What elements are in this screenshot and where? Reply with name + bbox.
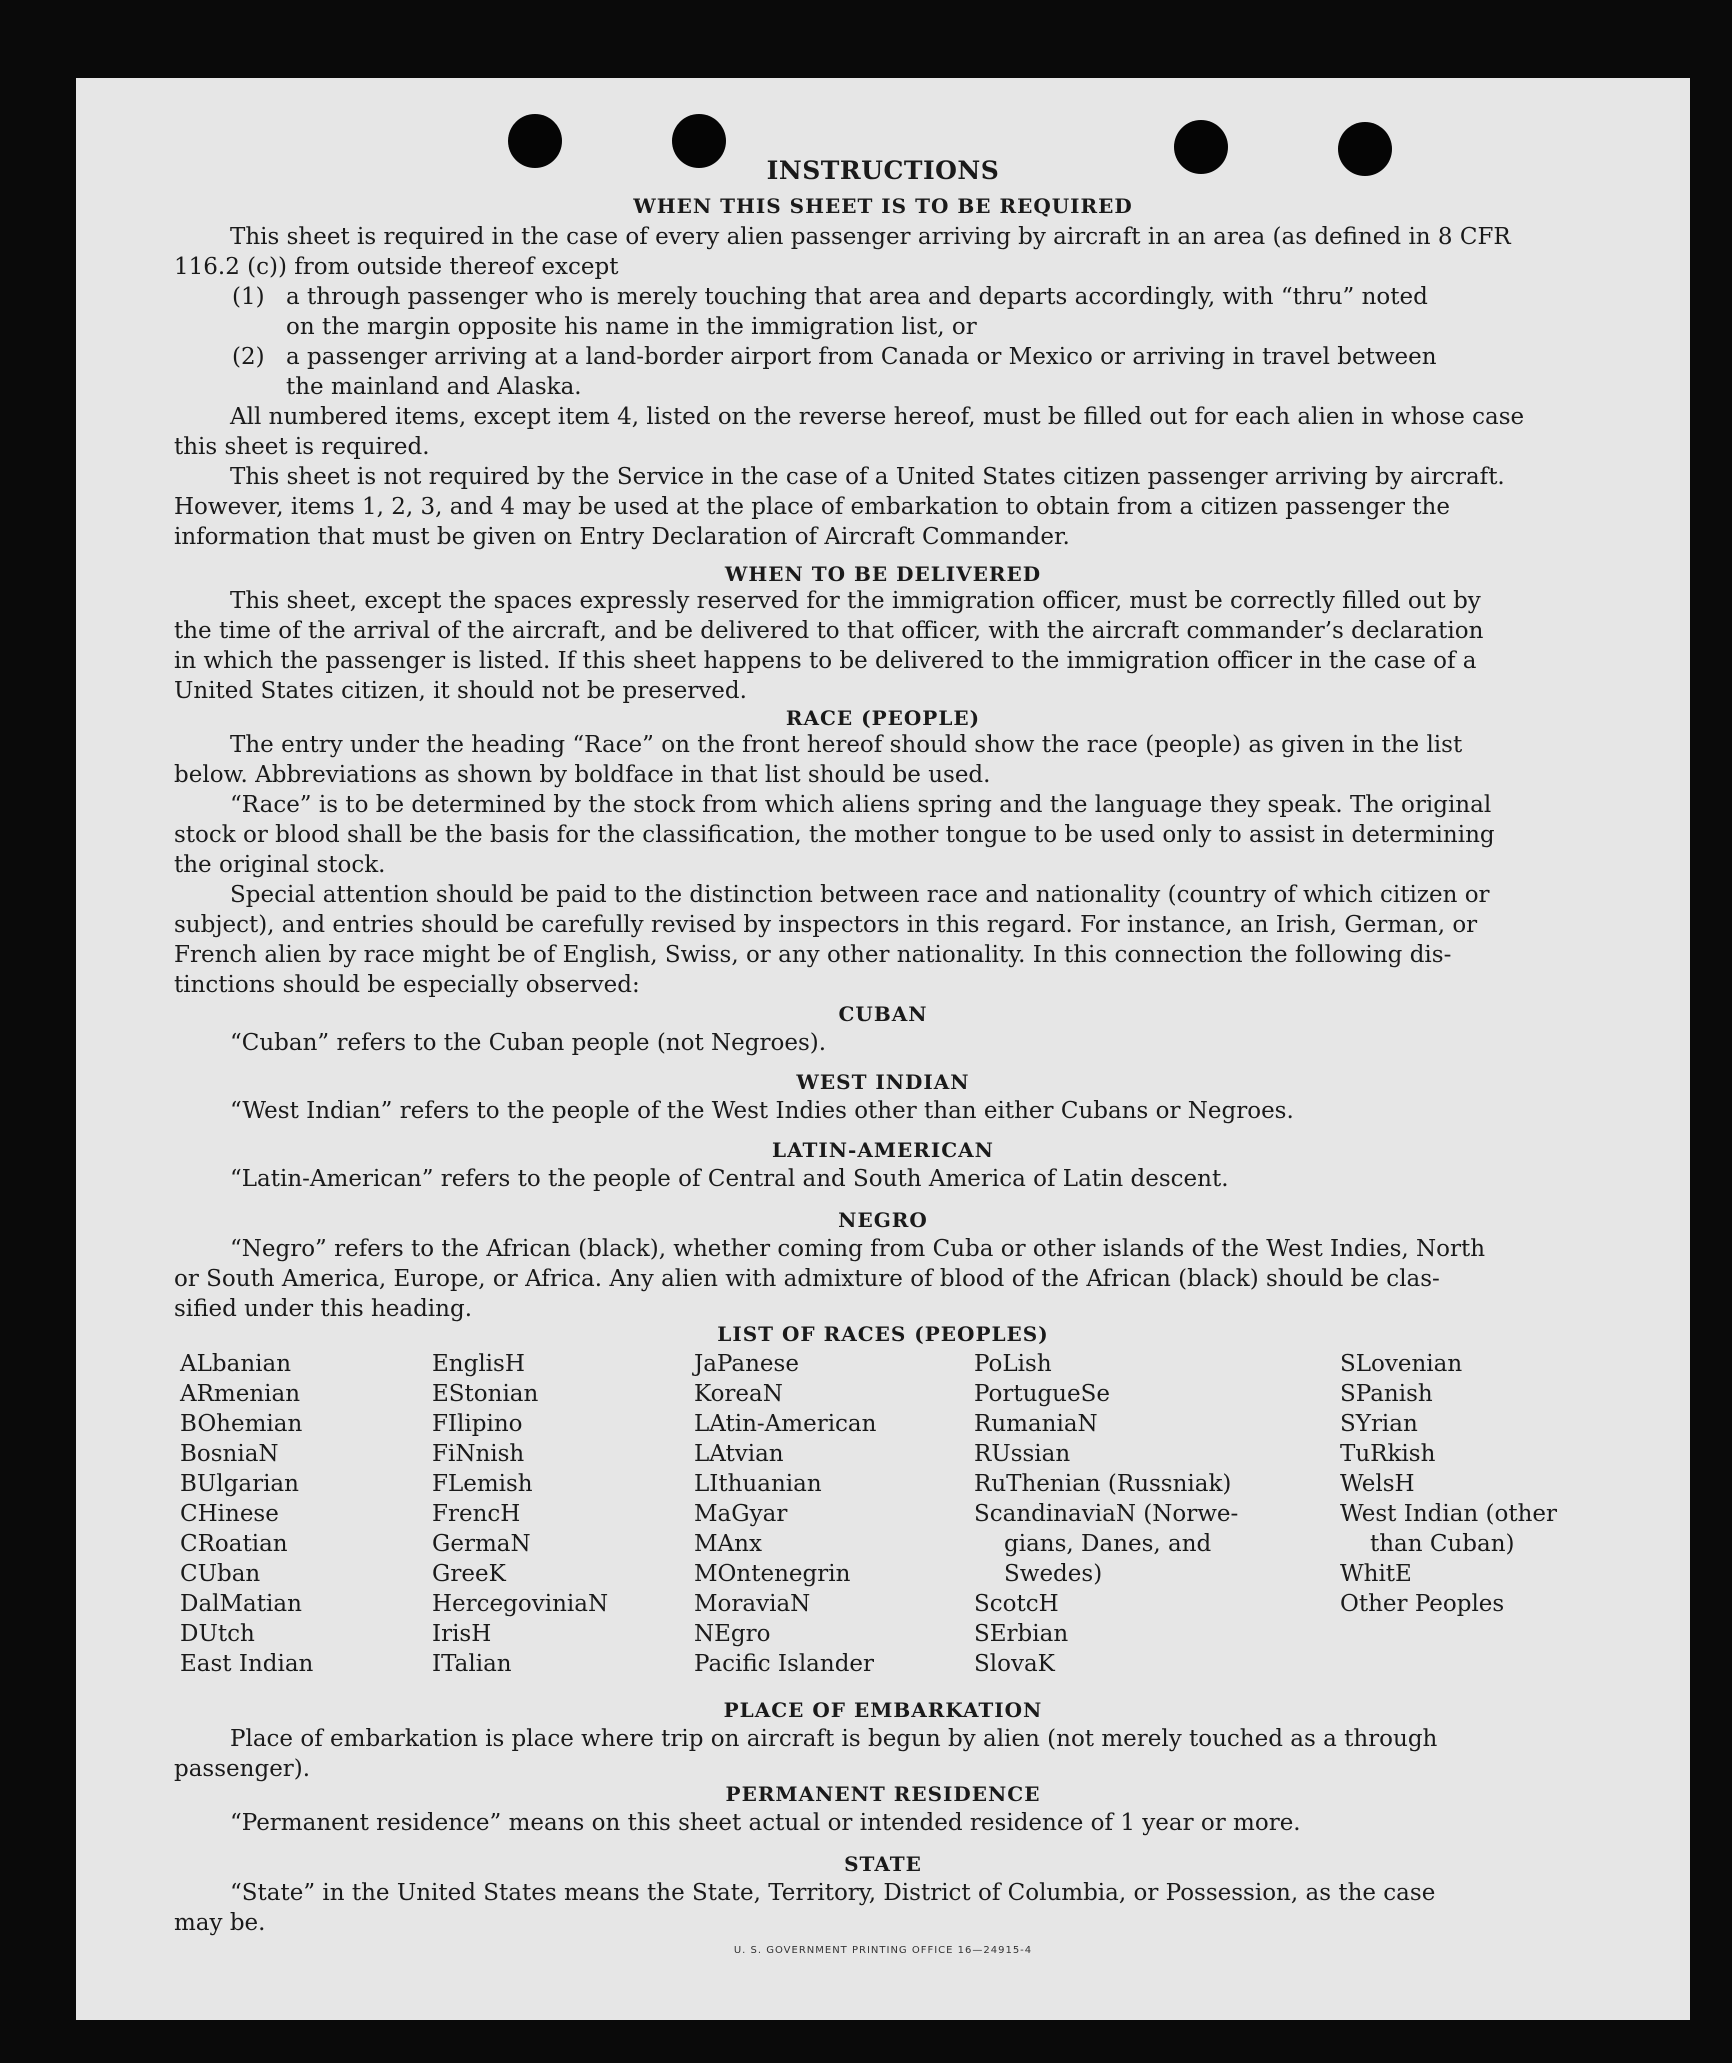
race-entry: KoreaN bbox=[694, 1381, 783, 1407]
text-line: in which the passenger is listed. If this sheet happens to be delivered to the immigration officer in the case of a bbox=[174, 648, 1477, 674]
race-entry: NEgro bbox=[694, 1621, 771, 1647]
race-column-3 bbox=[694, 1349, 876, 1679]
race-entry: LAtin-American bbox=[694, 1411, 877, 1437]
text-line: a through passenger who is merely touching that area and departs accordingly, with “thru” noted bbox=[286, 284, 1428, 310]
section-heading-when-required: WHEN THIS SHEET IS TO BE REQUIRED bbox=[633, 194, 1133, 218]
paragraph-latin-american bbox=[174, 1164, 1662, 1194]
race-entry: IrisH bbox=[432, 1621, 492, 1647]
section-heading-list-of-races: LIST OF RACES (PEOPLES) bbox=[717, 1322, 1049, 1346]
text-line: However, items 1, 2, 3, and 4 may be used at the place of embarkation to obtain from a citizen passenger the bbox=[174, 494, 1450, 520]
text-line: This sheet is not required by the Service in the case of a United States citizen passenger arriving by aircraft. bbox=[230, 464, 1505, 490]
text-line: “Negro” refers to the African (black), whether coming from Cuba or other islands of the West Indies, North bbox=[230, 1236, 1486, 1262]
text-line: on the margin opposite his name in the immigration list, or bbox=[286, 314, 977, 340]
race-entry: RUssian bbox=[974, 1441, 1071, 1467]
text-line: 116.2 (c)) from outside thereof except bbox=[174, 254, 619, 280]
race-entry: JaPanese bbox=[694, 1351, 799, 1377]
race-entry: ScandinaviaN (Norwe- bbox=[974, 1501, 1239, 1527]
race-entry: PoLish bbox=[974, 1351, 1052, 1377]
race-entry: ScotcH bbox=[974, 1591, 1059, 1617]
race-entry: DUtch bbox=[180, 1621, 255, 1647]
text-line: “Latin-American” refers to the people of Central and South America of Latin descent. bbox=[230, 1166, 1229, 1192]
page-title: INSTRUCTIONS bbox=[766, 156, 1000, 185]
race-entry: GermaN bbox=[432, 1531, 531, 1557]
text-line: passenger). bbox=[174, 1756, 311, 1782]
race-entry: MOntenegrin bbox=[694, 1561, 851, 1587]
race-entry: SYrian bbox=[1340, 1411, 1418, 1437]
race-entry: FrencH bbox=[432, 1501, 521, 1527]
text-line: this sheet is required. bbox=[174, 434, 430, 460]
paragraph-west-indian bbox=[174, 1096, 1662, 1126]
text-line: All numbered items, except item 4, listed on the reverse hereof, must be filled out for each alien in whose case bbox=[230, 404, 1525, 430]
text-line: stock or blood shall be the basis for the classification, the mother tongue to be used only to assist in determining bbox=[174, 822, 1495, 848]
race-entry: East Indian bbox=[180, 1651, 314, 1677]
document-page bbox=[76, 78, 1690, 2020]
race-entry: SlovaK bbox=[974, 1651, 1055, 1677]
race-entry: MaGyar bbox=[694, 1501, 788, 1527]
text-line: the time of the arrival of the aircraft, and be delivered to that officer, with the aircraft commander’s declaration bbox=[174, 618, 1484, 644]
race-entry: LAtvian bbox=[694, 1441, 784, 1467]
race-entry: RuThenian (Russniak) bbox=[974, 1471, 1232, 1497]
race-entry: HercegoviniaN bbox=[432, 1591, 609, 1617]
race-entry: CRoatian bbox=[180, 1531, 288, 1557]
printer-imprint: U. S. GOVERNMENT PRINTING OFFICE 16—24915-4 bbox=[733, 1945, 1033, 1956]
text-line: tinctions should be especially observed: bbox=[174, 972, 640, 998]
text-line: This sheet is required in the case of every alien passenger arriving by aircraft in an area (as defined in 8 CFR bbox=[230, 224, 1511, 250]
race-entry: Pacific Islander bbox=[694, 1651, 875, 1677]
race-entry: Other Peoples bbox=[1340, 1591, 1505, 1617]
text-line: “Cuban” refers to the Cuban people (not Negroes). bbox=[230, 1030, 827, 1056]
text-line: the original stock. bbox=[174, 852, 386, 878]
race-entry: BOhemian bbox=[180, 1411, 303, 1437]
text-line: United States citizen, it should not be preserved. bbox=[174, 678, 747, 704]
race-entry: PortugueSe bbox=[974, 1381, 1110, 1407]
race-entry: WhitE bbox=[1340, 1561, 1412, 1587]
section-heading-state: STATE bbox=[844, 1852, 922, 1876]
paragraph-required bbox=[174, 222, 1662, 282]
race-entry: FIlipino bbox=[432, 1411, 523, 1437]
section-heading-race: RACE (PEOPLE) bbox=[785, 706, 981, 730]
section-heading-residence: PERMANENT RESIDENCE bbox=[725, 1782, 1041, 1806]
section-heading-when-delivered: WHEN TO BE DELIVERED bbox=[724, 562, 1042, 586]
race-entry: SPanish bbox=[1340, 1381, 1433, 1407]
item-number: (2) bbox=[232, 344, 265, 370]
race-entry: MoraviaN bbox=[694, 1591, 811, 1617]
text-line: “Race” is to be determined by the stock from which aliens spring and the language they speak. The original bbox=[230, 792, 1492, 818]
race-entry: West Indian (other bbox=[1340, 1501, 1558, 1527]
race-entry: GreeK bbox=[432, 1561, 506, 1587]
item-number: (1) bbox=[232, 284, 265, 310]
race-entry: EnglisH bbox=[432, 1351, 525, 1377]
text-line: This sheet, except the spaces expressly reserved for the immigration officer, must be correctly filled out by bbox=[230, 588, 1481, 614]
race-entry: MAnx bbox=[694, 1531, 762, 1557]
paragraph-citizen bbox=[174, 462, 1662, 552]
race-entry: ARmenian bbox=[180, 1381, 301, 1407]
paragraph-numbered-items bbox=[174, 402, 1662, 462]
race-entry-continued: Swedes) bbox=[1004, 1561, 1103, 1587]
paragraph-state bbox=[174, 1878, 1662, 1938]
section-heading-latin-american: LATIN-AMERICAN bbox=[772, 1138, 994, 1162]
race-entry: EStonian bbox=[432, 1381, 539, 1407]
text-line: subject), and entries should be carefully revised by inspectors in this regard. For instance, an Irish, German, or bbox=[174, 912, 1478, 938]
paragraph-negro bbox=[174, 1234, 1662, 1324]
text-line: or South America, Europe, or Africa. Any alien with admixture of blood of the African (black) should be clas- bbox=[174, 1266, 1440, 1292]
paragraph-race-3 bbox=[174, 880, 1662, 1000]
paragraph-delivered bbox=[174, 586, 1662, 706]
race-entry-continued: than Cuban) bbox=[1370, 1531, 1515, 1557]
race-entry: FLemish bbox=[432, 1471, 533, 1497]
text-line: a passenger arriving at a land-border airport from Canada or Mexico or arriving in travel between bbox=[286, 344, 1437, 370]
text-line: Special attention should be paid to the distinction between race and nationality (country of which citizen or bbox=[230, 882, 1490, 908]
race-entry: SErbian bbox=[974, 1621, 1069, 1647]
text-line: Place of embarkation is place where trip on aircraft is begun by alien (not merely touched as a through bbox=[230, 1726, 1438, 1752]
race-entry: BosniaN bbox=[180, 1441, 279, 1467]
text-line: below. Abbreviations as shown by boldface in that list should be used. bbox=[174, 762, 991, 788]
race-entry: SLovenian bbox=[1340, 1351, 1463, 1377]
section-heading-west-indian: WEST INDIAN bbox=[796, 1070, 970, 1094]
text-line: “State” in the United States means the State, Territory, District of Columbia, or Possession, as the case bbox=[230, 1880, 1436, 1906]
paragraph-embarkation bbox=[174, 1724, 1662, 1784]
race-entry: RumaniaN bbox=[974, 1411, 1098, 1437]
text-line: The entry under the heading “Race” on the front hereof should show the race (people) as given in the list bbox=[230, 732, 1463, 758]
race-entry: FiNnish bbox=[432, 1441, 525, 1467]
section-heading-cuban: CUBAN bbox=[838, 1002, 928, 1026]
text-line: French alien by race might be of English, Swiss, or any other nationality. In this connection the following dis- bbox=[174, 942, 1452, 968]
race-column-2 bbox=[432, 1349, 608, 1679]
race-entry: DalMatian bbox=[180, 1591, 302, 1617]
race-entry: CHinese bbox=[180, 1501, 279, 1527]
race-column-5 bbox=[1340, 1349, 1557, 1619]
text-line: information that must be given on Entry Declaration of Aircraft Commander. bbox=[174, 524, 1070, 550]
paragraph-race-2 bbox=[174, 790, 1662, 880]
paragraph-race-1 bbox=[174, 730, 1662, 790]
race-entry: CUban bbox=[180, 1561, 261, 1587]
race-column-1 bbox=[180, 1349, 313, 1679]
text-line: “West Indian” refers to the people of the West Indies other than either Cubans or Negroes. bbox=[230, 1098, 1294, 1124]
text-line: “Permanent residence” means on this sheet actual or intended residence of 1 year or more. bbox=[230, 1810, 1301, 1836]
race-entry-continued: gians, Danes, and bbox=[1004, 1531, 1212, 1557]
race-entry: ALbanian bbox=[180, 1351, 292, 1377]
exception-item-2 bbox=[232, 342, 1662, 402]
race-entry: TuRkish bbox=[1340, 1441, 1436, 1467]
race-entry: ITalian bbox=[432, 1651, 512, 1677]
race-entry: BUlgarian bbox=[180, 1471, 299, 1497]
exception-item-1 bbox=[232, 282, 1662, 342]
text-line: the mainland and Alaska. bbox=[286, 374, 582, 400]
text-line: sified under this heading. bbox=[174, 1296, 473, 1322]
paragraph-residence bbox=[174, 1808, 1662, 1838]
section-heading-negro: NEGRO bbox=[838, 1208, 928, 1232]
race-entry: LIthuanian bbox=[694, 1471, 822, 1497]
text-line: may be. bbox=[174, 1910, 266, 1936]
section-heading-embarkation: PLACE OF EMBARKATION bbox=[723, 1698, 1043, 1722]
paragraph-cuban bbox=[174, 1028, 1662, 1058]
race-column-4 bbox=[974, 1349, 1238, 1679]
race-entry: WelsH bbox=[1340, 1471, 1415, 1497]
